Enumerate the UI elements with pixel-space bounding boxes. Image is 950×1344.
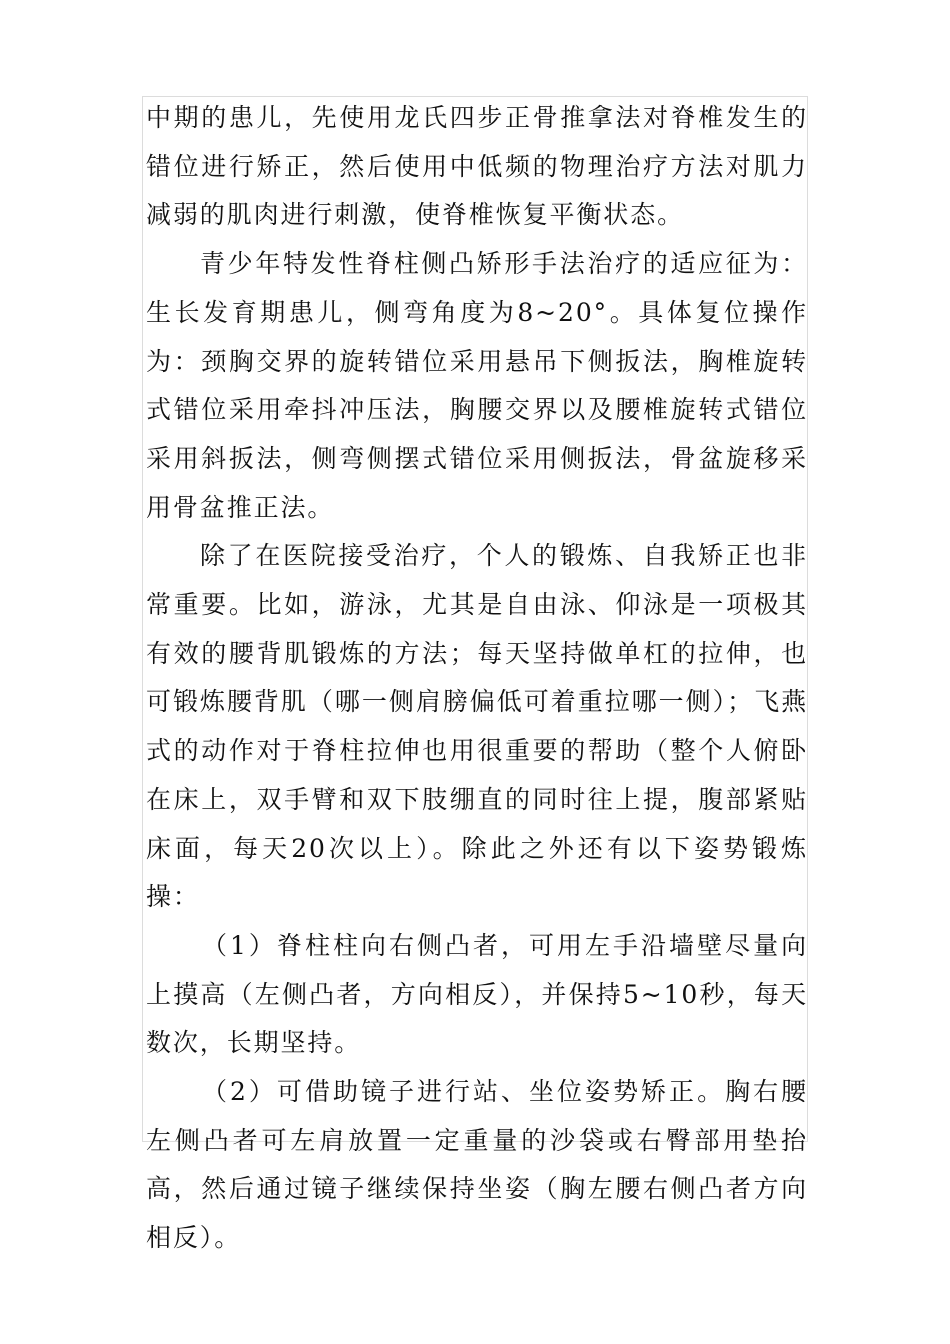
paragraph-treatment-intro: 中期的患儿，先使用龙氏四步正骨推拿法对脊椎发生的错位进行矫正，然后使用中低频的物理治疗方法对肌力减弱的肌肉进行刺激，使脊椎恢复平衡状态。 [146,103,808,230]
list-item-exercise-2: （2）可借助镜子进行站、坐位姿势矫正。胸右腰左侧凸者可左肩放置一定重量的沙袋或右臀部用垫抬高，然后通过镜子继续保持坐姿（胸左腰右侧凸者方向相反）。 [146,1077,808,1253]
document-body [146,94,808,1263]
paragraph-indications: 青少年特发性脊柱侧凸矫形手法治疗的适应征为：生长发育期患儿，侧弯角度为8~20°。具体复位操作为：颈胸交界的旋转错位采用悬吊下侧扳法，胸椎旋转式错位采用牵抖冲压法，胸腰交界以及腰椎旋转式错位采用斜扳法，侧弯侧摆式错位采用侧扳法，骨盆旋移采用骨盆推正法。 [146,249,808,522]
paragraph-self-correction: 除了在医院接受治疗，个人的锻炼、自我矫正也非常重要。比如，游泳，尤其是自由泳、仰泳是一项极其有效的腰背肌锻炼的方法；每天坚持做单杠的拉伸，也可锻炼腰背肌（哪一侧肩膀偏低可着重拉哪一侧）；飞燕式的动作对于脊柱拉伸也用很重要的帮助（整个人俯卧在床上，双手臂和双下肢绷直的同时往上提，腹部紧贴床面，每天20次以上）。除此之外还有以下姿势锻炼操： [146,541,808,912]
list-item-exercise-1: （1）脊柱柱向右侧凸者，可用左手沿墙壁尽量向上摸高（左侧凸者，方向相反），并保持5~10秒，每天数次，长期坚持。 [146,930,808,1058]
